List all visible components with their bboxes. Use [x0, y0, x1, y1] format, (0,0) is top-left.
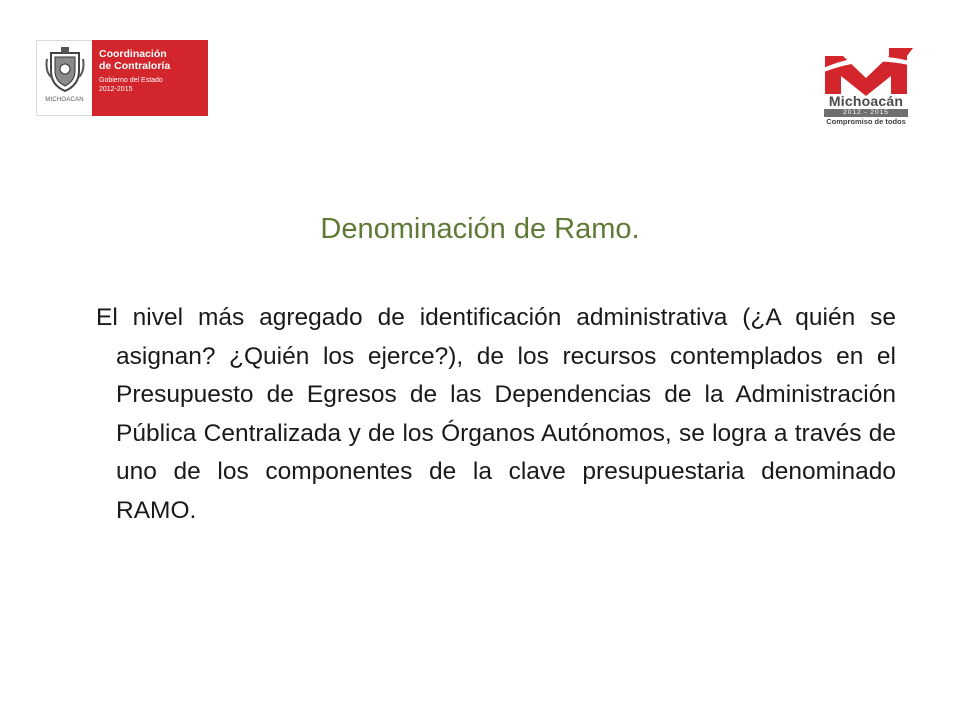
contraloria-red-panel — [92, 40, 208, 116]
gov-years: 2012-2015 — [99, 86, 133, 93]
gov-line: Gobierno del Estado — [99, 77, 163, 84]
michoacan-name: Michoacán — [828, 93, 904, 109]
slide-body: El nivel más agregado de identificación administrativa (¿A quién se asignan? ¿Quién los ejerce?), de los recursos contemplados en el Presupuesto de Egresos de las Dependencias de la Administración Pública Centralizada y de los Órganos Autónomos, se logra a través de uno de los componentes de la clave presupuestaria denominado RAMO. — [96, 304, 896, 524]
org-name-line2: de Contraloría — [99, 60, 171, 72]
contraloria-logo — [36, 40, 208, 116]
michoacan-tagline: Compromiso de todos — [826, 117, 906, 126]
coat-of-arms-icon — [45, 45, 85, 95]
michoacan-logo — [818, 44, 914, 132]
org-name-line1: Coordinación — [99, 48, 167, 60]
seal-caption: MICHOACAN — [45, 97, 84, 103]
michoacan-m-icon — [819, 44, 913, 96]
state-seal — [36, 40, 92, 116]
michoacan-years: 2012 - 2015 — [824, 109, 908, 117]
slide-title: Denominación de Ramo. — [320, 213, 640, 245]
